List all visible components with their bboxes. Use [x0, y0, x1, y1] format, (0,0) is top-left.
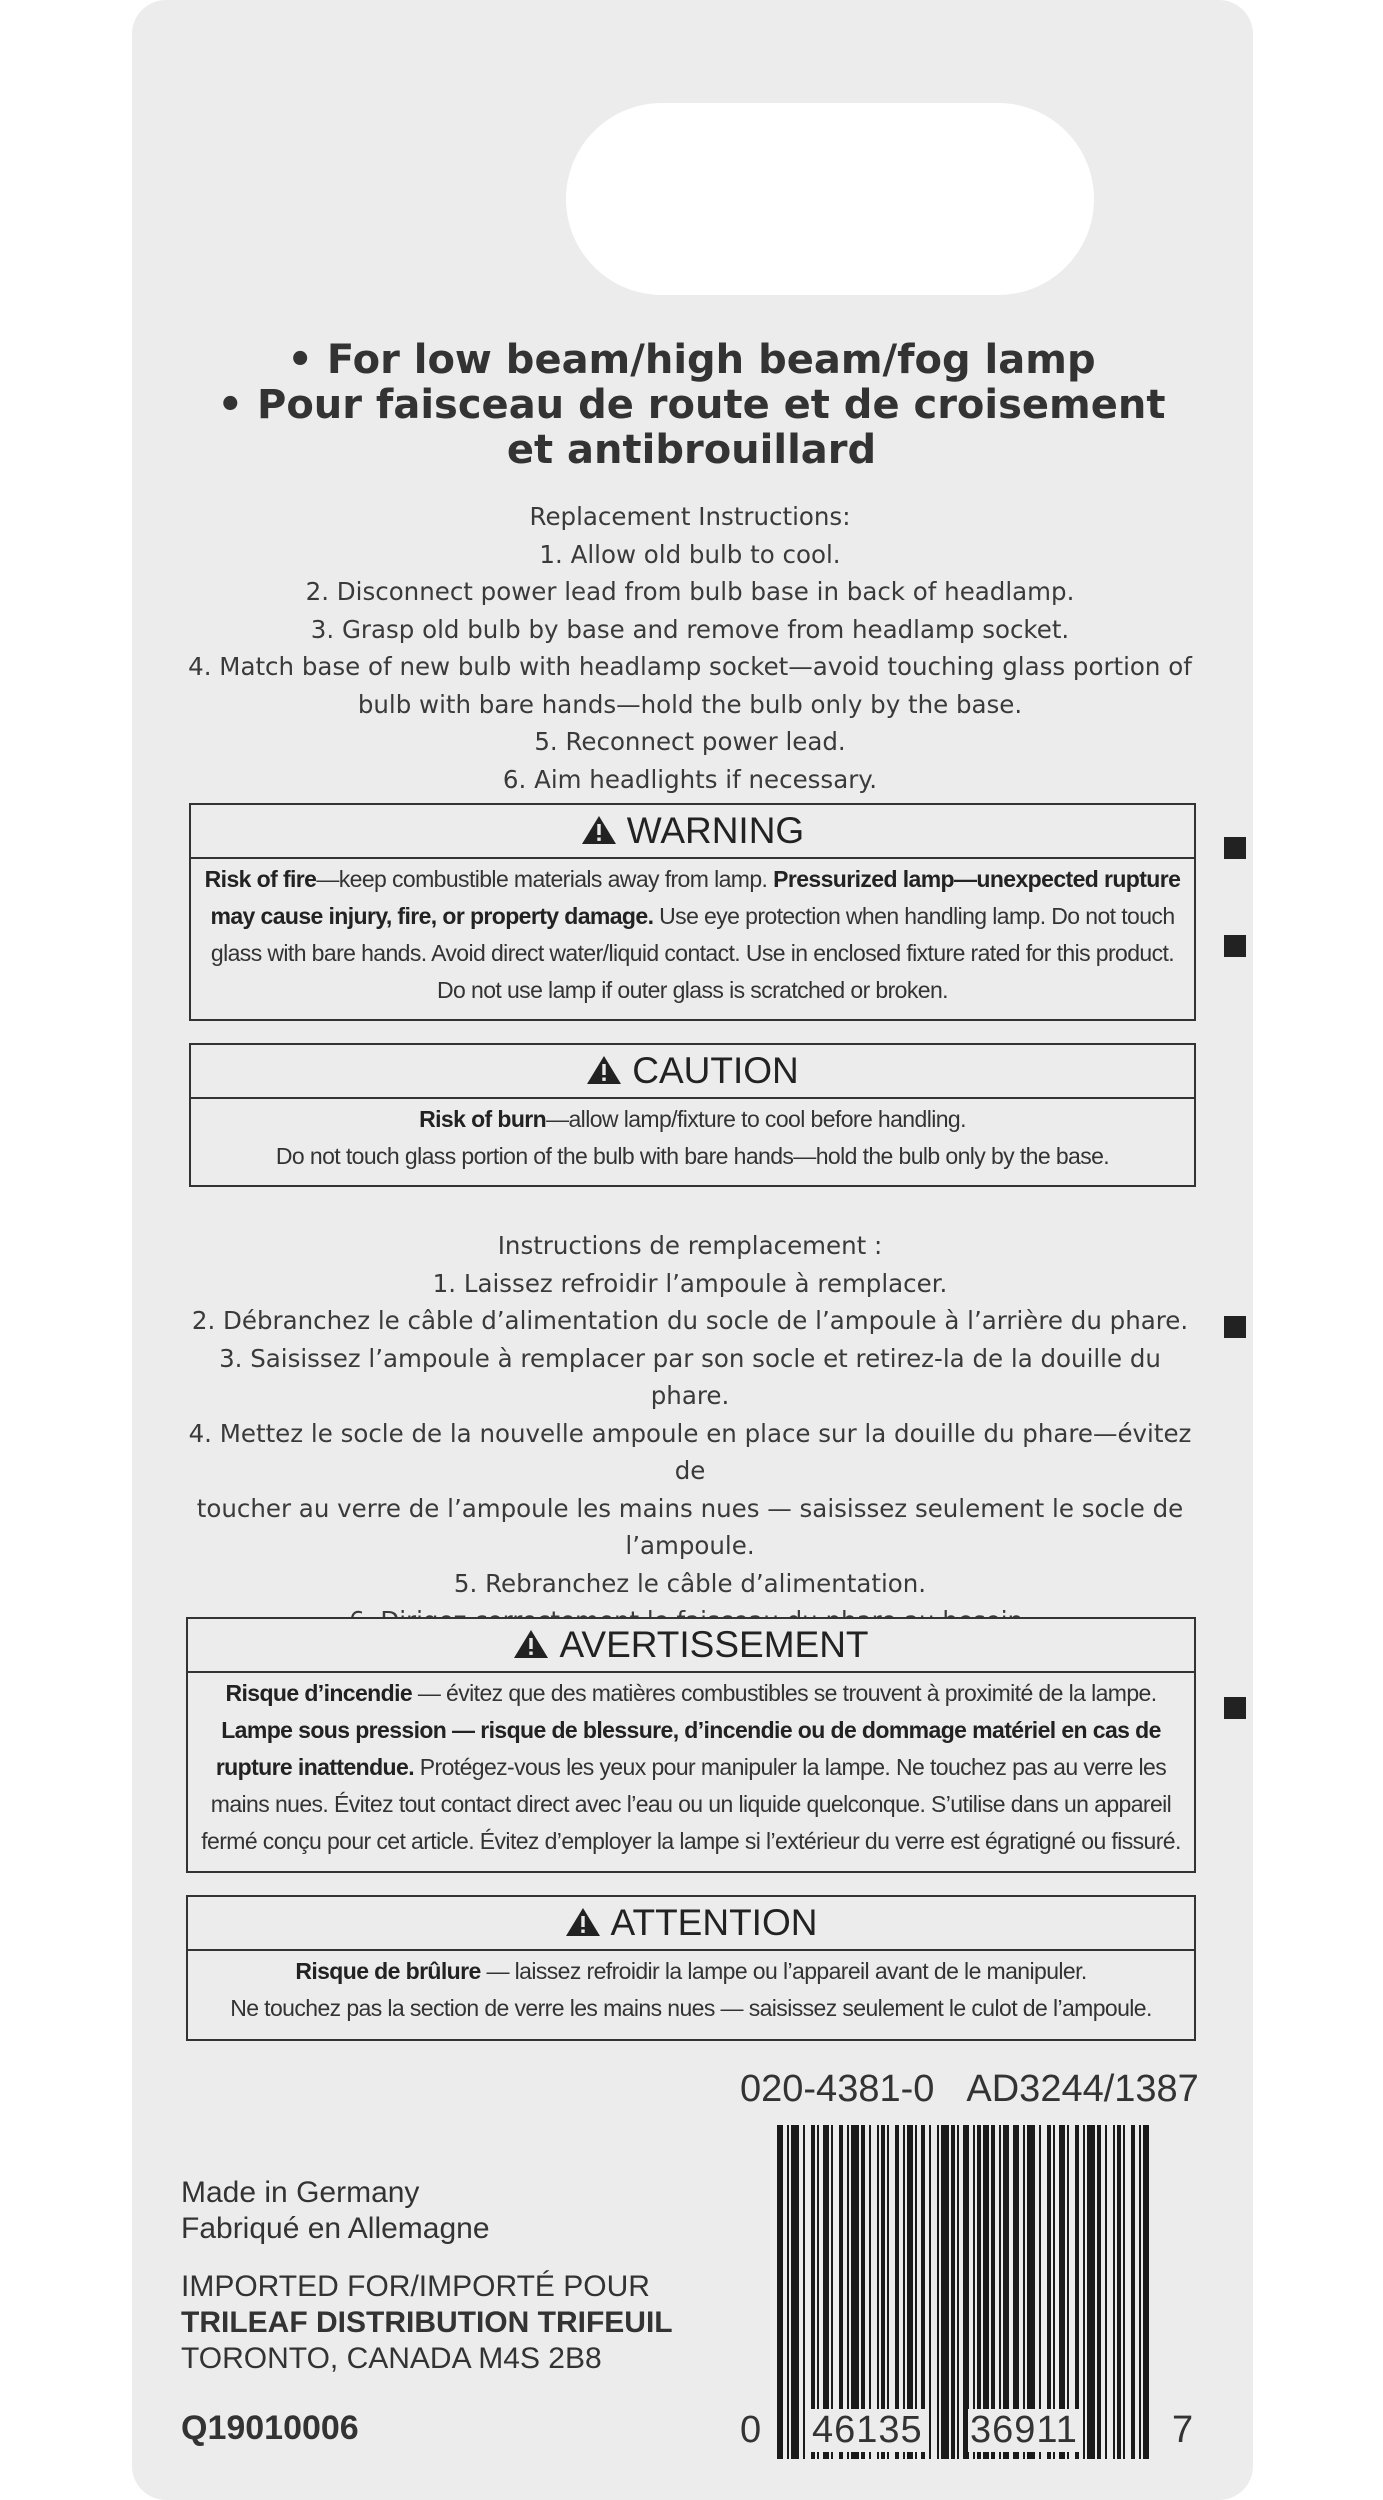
instructions-fr-step: 3. Saisissez l’ampoule à remplacer par son socle et retirez-la de la douille du phare. — [219, 1343, 1161, 1410]
instructions-en-step: 5. Reconnect power lead. — [534, 727, 846, 756]
caution-line2: Do not touch glass portion of the bulb with bare hands—hold the bulb only by the base. — [275, 1143, 1110, 1169]
side-marker — [1224, 1316, 1246, 1338]
barcode-bar — [957, 2125, 959, 2459]
barcode-bar — [1117, 2125, 1121, 2459]
instructions-en-title: Replacement Instructions: — [529, 502, 851, 531]
instructions-fr-step: 2. Débranchez le câble d’alimentation du socle de l’ampoule à l’arrière du phare. — [191, 1306, 1189, 1335]
instructions-en-step: 3. Grasp old bulb by base and remove from headlamp socket. — [310, 614, 1070, 644]
caution-box — [189, 1043, 1196, 1187]
instructions-en-step: 2. Disconnect power lead from bulb base in back of headlamp. — [305, 577, 1075, 606]
barcode-bar — [791, 2125, 799, 2459]
hang-hole — [566, 103, 1094, 295]
importer-line1: IMPORTED FOR/IMPORTÉ POUR — [181, 2270, 650, 2303]
caution-risk-text: —allow lamp/fixture to cool before handling. — [546, 1106, 966, 1132]
barcode-bar — [1083, 2125, 1085, 2459]
avertissement-risk-label: Risque d’incendie — [225, 1680, 413, 1706]
avertissement-rest-text: Protégez-vous les yeux pour manipuler la lampe. Ne touchez pas au verre les mains nues. Évitez tout contact direct avec l’eau ou un liquide quelconque. S’utilise dans un appareil fermé conçu pour cet article. Évitez d’employer la lampe si l’extérieur du verre est égratigné ou fissuré. — [201, 1754, 1181, 1854]
caution-risk-label: Risk of burn — [419, 1106, 547, 1132]
importer-line3: TORONTO, CANADA M4S 2B8 — [181, 2342, 602, 2375]
instructions-fr — [180, 1227, 1200, 1640]
attention-heading: ATTENTION — [610, 1902, 818, 1943]
attention-box — [186, 1895, 1196, 2041]
instructions-en-step: 1. Allow old bulb to cool. — [539, 539, 841, 569]
application-bullets — [0, 338, 1383, 473]
barcode-bar — [1105, 2125, 1107, 2459]
barcode-bar — [777, 2125, 783, 2459]
barcode-right-digits: 36911 — [970, 2409, 1078, 2451]
instructions-fr-step: 1. Laissez refroidir l’ampoule à remplacer. — [432, 1268, 948, 1298]
side-marker — [1224, 1697, 1246, 1719]
instructions-fr-step: toucher au verre de l’ampoule les mains nues — saisissez seulement le socle de l’ampoule. — [196, 1493, 1184, 1560]
barcode-bar — [1123, 2125, 1125, 2459]
side-marker — [1224, 935, 1246, 957]
attention-risk-text: — laissez refroidir la lampe ou l’appareil avant de le manipuler. — [480, 1958, 1087, 1984]
importer-block — [181, 2269, 673, 2377]
warning-heading: WARNING — [626, 810, 805, 851]
caution-triangle-icon — [586, 1055, 622, 1085]
caution-heading: CAUTION — [632, 1050, 799, 1091]
bullet-fr-line2: et antibrouillard — [506, 427, 877, 473]
instructions-fr-title: Instructions de remplacement : — [497, 1231, 883, 1260]
origin-fr: Fabriqué en Allemagne — [181, 2212, 490, 2245]
origin-en: Made in Germany — [181, 2176, 420, 2209]
instructions-en-step: bulb with bare hands—hold the bulb only by the base. — [357, 689, 1023, 719]
barcode-bar — [803, 2125, 805, 2459]
attention-line2: Ne touchez pas la section de verre les mains nues — saisissez seulement le culot de l’ampoule. — [230, 1995, 1152, 2021]
barcode-bar — [941, 2125, 949, 2459]
instructions-fr-step: 4. Mettez le socle de la nouvelle ampoule en place sur la douille du phare—évitez de — [188, 1418, 1192, 1485]
barcode-bar — [929, 2125, 931, 2459]
barcode-bar — [1131, 2125, 1135, 2459]
attention-risk-label: Risque de brûlure — [295, 1958, 481, 1984]
barcode-bar — [787, 2125, 789, 2459]
instructions-en-step: 4. Match base of new bulb with headlamp socket—avoid touching glass portion of — [188, 652, 1192, 681]
barcode-check-digit: 7 — [1172, 2409, 1195, 2451]
barcode-bar — [1139, 2125, 1141, 2459]
barcode-bar — [951, 2125, 955, 2459]
warning-rest-text: Use eye protection when handling lamp. Do not touch glass with bare hands. Avoid direct water/liquid contact. Use in enclosed fixture rated for this product. Do not use lamp if outer glass is scratched or broken. — [210, 903, 1175, 1003]
avertissement-heading: AVERTISSEMENT — [559, 1624, 869, 1665]
q-code: Q19010006 — [181, 2409, 359, 2447]
avertissement-risk-text: — évitez que des matières combustibles se trouvent à proximité de la lampe. — [412, 1680, 1157, 1706]
avertissement-triangle-icon — [513, 1629, 549, 1659]
warning-risk-label: Risk of fire — [204, 866, 317, 892]
attention-triangle-icon — [565, 1907, 601, 1937]
product-codes — [740, 2068, 1199, 2111]
bullet-en: • For low beam/high beam/fog lamp — [287, 337, 1096, 383]
importer-line2: TRILEAF DISTRIBUTION TRIFEUIL — [181, 2306, 673, 2339]
instructions-fr-step: 5. Rebranchez le câble d’alimentation. — [453, 1568, 927, 1598]
origin-block — [181, 2175, 490, 2247]
instructions-en-step: 6. Aim headlights if necessary. — [502, 764, 878, 794]
barcode-bar — [1097, 2125, 1101, 2459]
reference-number: AD3244/1387 — [966, 2068, 1199, 2110]
warning-pressure-label: Pressurized lamp—unexpected rupture may cause injury, fire, or property damage. — [210, 866, 1181, 929]
warning-risk-text: —keep combustible materials away from lamp. — [316, 866, 774, 892]
warning-triangle-icon — [581, 815, 617, 845]
barcode-bar — [1143, 2125, 1149, 2459]
side-marker — [1224, 837, 1246, 859]
avertissement-box — [186, 1617, 1196, 1873]
warning-box — [189, 803, 1196, 1021]
bullet-fr-line1: • Pour faisceau de route et de croisement — [217, 382, 1166, 428]
part-number: 020-4381-0 — [740, 2068, 935, 2110]
instructions-en — [180, 498, 1200, 798]
barcode-bar — [1087, 2125, 1095, 2459]
barcode-left-digits: 46135 — [812, 2409, 923, 2451]
barcode-bar — [937, 2125, 939, 2459]
barcode-bar — [1113, 2125, 1115, 2459]
avertissement-pressure-label: Lampe sous pression — risque de blessure, d’incendie ou de dommage matériel en cas de rupture inattendue. — [215, 1717, 1161, 1780]
barcode-lead-digit: 0 — [740, 2409, 763, 2451]
